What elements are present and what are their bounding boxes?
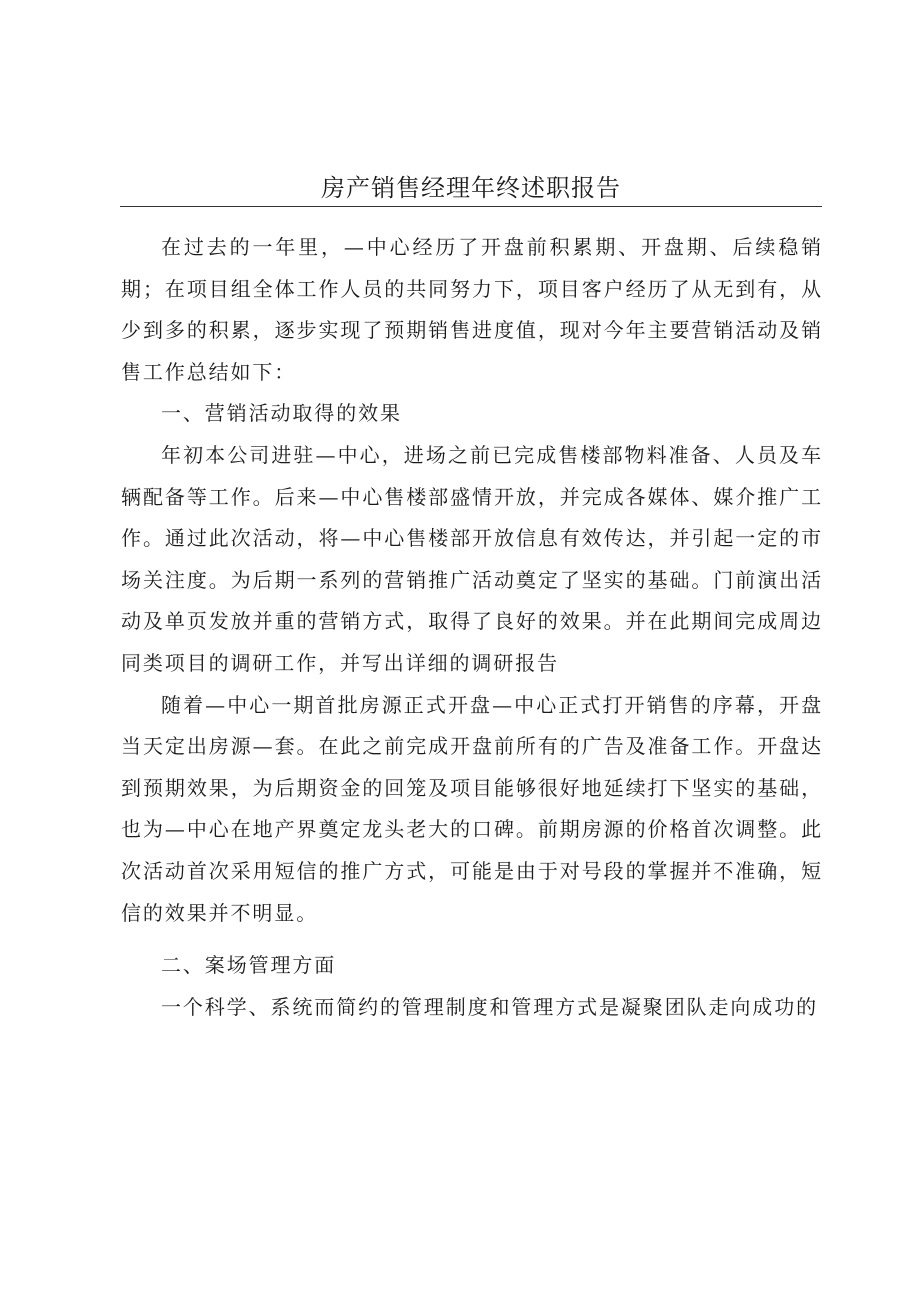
section-heading-marketing: 一、营销活动取得的效果 (161, 401, 402, 426)
marketing-paragraph-2: 随着—中心一期首批房源正式开盘—中心正式打开销售的序幕，开盘当天定出房源—套。在此之前完成开盘前所有的广告及准备工作。开盘达到预期效果，为后期资金的回笼及项目能够很好地延续打下坚实的基础，也为—中心在地产界奠定龙头老大的口碑。前期房源的价格首次调整。此次活动首次采用短信的推广方式，可能是由于对号段的掌握并不准确，短信的效果并不明显。 (121, 692, 823, 925)
title-underline (120, 206, 822, 207)
marketing-paragraph-1: 年初本公司进驻—中心，进场之前已完成售楼部物料准备、人员及车辆配备等工作。后来—中心售楼部盛情开放，并完成各媒体、媒介推广工作。通过此次活动，将—中心售楼部开放信息有效传达，并引起一定的市场关注度。为后期一系列的营销推广活动奠定了坚实的基础。门前演出活动及单页发放并重的营销方式，取得了良好的效果。并在此期间完成周边同类项目的调研工作，并写出详细的调研报告 (121, 442, 823, 675)
management-paragraph: 一个科学、系统而简约的管理制度和管理方式是凝聚团队走向成功的 (161, 994, 818, 1019)
section-heading-management: 二、案场管理方面 (161, 953, 337, 978)
document-body (121, 227, 823, 1028)
paragraph-gap (121, 934, 823, 945)
document-title: 房产销售经理年终述职报告 (321, 174, 621, 202)
intro-paragraph: 在过去的一年里，—中心经历了开盘前积累期、开盘期、后续稳销期；在项目组全体工作人员的共同努力下，项目客户经历了从无到有，从少到多的积累，逐步实现了预期销售进度值，现对今年主要营销活动及销售工作总结如下： (121, 235, 823, 384)
